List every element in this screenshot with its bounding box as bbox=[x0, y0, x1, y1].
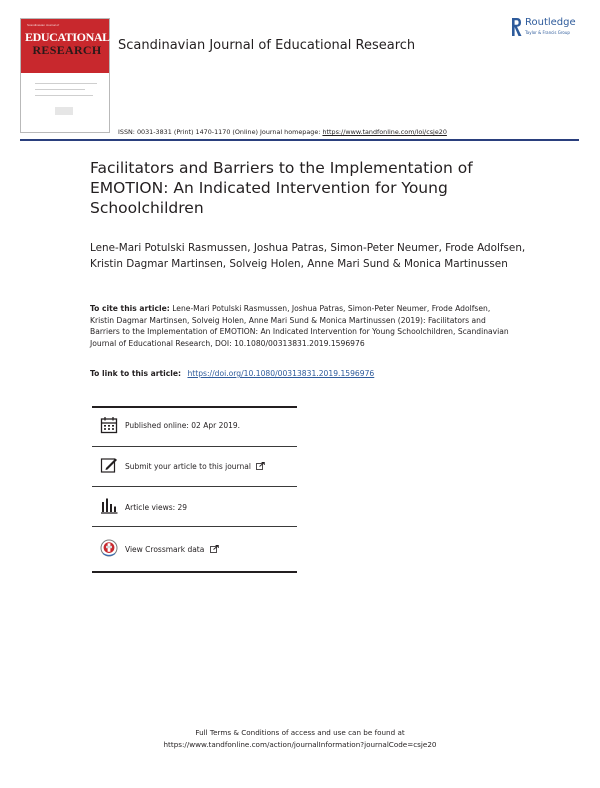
footer-terms-text: Full Terms & Conditions of access and use can be found at bbox=[195, 728, 405, 737]
journal-homepage-link[interactable]: https://www.tandfonline.com/loi/csje20 bbox=[322, 128, 447, 136]
info-box-top-rule bbox=[92, 406, 297, 408]
journal-title: Scandinavian Journal of Educational Research bbox=[118, 38, 416, 53]
info-box-divider bbox=[92, 486, 297, 487]
crossmark-icon bbox=[100, 539, 118, 557]
info-box-divider bbox=[92, 446, 297, 447]
footer-terms-link[interactable]: https://www.tandfonline.com/action/journalInformation?journalCode=csje20 bbox=[163, 740, 437, 749]
publisher-tagline: Taylor & Francis Group bbox=[525, 30, 570, 35]
calendar-icon bbox=[100, 416, 118, 434]
citation-block bbox=[90, 303, 510, 349]
crossmark-link[interactable] bbox=[125, 545, 219, 554]
info-box-bottom-rule bbox=[92, 571, 297, 573]
edit-icon bbox=[100, 456, 118, 474]
cover-line bbox=[35, 89, 85, 90]
cover-line bbox=[35, 83, 97, 84]
cover-line bbox=[35, 95, 93, 96]
submit-article-label: Submit your article to this journal bbox=[125, 462, 251, 471]
doi-link[interactable]: https://doi.org/10.1080/00313831.2019.1596976 bbox=[187, 369, 375, 378]
submit-article-link[interactable] bbox=[125, 462, 265, 471]
cover-small-text: Scandinavian Journal of bbox=[27, 23, 60, 27]
issn-line bbox=[118, 128, 447, 136]
cover-publisher-logo bbox=[55, 107, 73, 115]
external-link-icon bbox=[210, 545, 219, 553]
citation-text: Lene-Mari Potulski Rasmussen, Joshua Patras, Simon-Peter Neumer, Frode Adolfsen, Kristin Dagmar Martinsen, Solveig Holen, Anne Mari Sund & Monica Martinussen (2019): Facilitators and Barriers to the Implementation of EMOTION: An Indicated Intervention for Young Schoolchildren, Scandinavian Journal of Educational Research, DOI: 10.1080/00313831.2019.1596976 bbox=[90, 304, 509, 348]
citation-label: To cite this article: bbox=[90, 304, 170, 313]
cover-title-word2: RESEARCH bbox=[32, 43, 102, 57]
published-date: Published online: 02 Apr 2019. bbox=[125, 421, 241, 430]
bar-chart-icon bbox=[100, 497, 118, 515]
external-link-icon bbox=[256, 462, 265, 470]
article-link-row bbox=[90, 369, 374, 378]
header-divider bbox=[20, 139, 579, 141]
cover-title-word1: EDUCATIONAL bbox=[25, 30, 110, 44]
article-title: Facilitators and Barriers to the Implementation of EMOTION: An Indicated Intervention for Young Schoolchildren bbox=[90, 159, 473, 217]
journal-cover-thumbnail bbox=[20, 18, 110, 133]
publisher-name: Routledge bbox=[525, 17, 576, 28]
issn-text: ISSN: 0031-3831 (Print) 1470-1170 (Online) Journal homepage: bbox=[118, 128, 321, 136]
routledge-r-icon bbox=[511, 17, 522, 37]
article-views: Article views: 29 bbox=[125, 503, 188, 512]
info-box-divider bbox=[92, 526, 297, 527]
article-link-label: To link to this article: bbox=[90, 369, 182, 378]
crossmark-label: View Crossmark data bbox=[125, 545, 205, 554]
article-authors: Lene-Mari Potulski Rasmussen, Joshua Patras, Simon-Peter Neumer, Frode Adolfsen, Kristin Dagmar Martinsen, Solveig Holen, Anne Mari Sund & Monica Martinussen bbox=[90, 242, 526, 270]
